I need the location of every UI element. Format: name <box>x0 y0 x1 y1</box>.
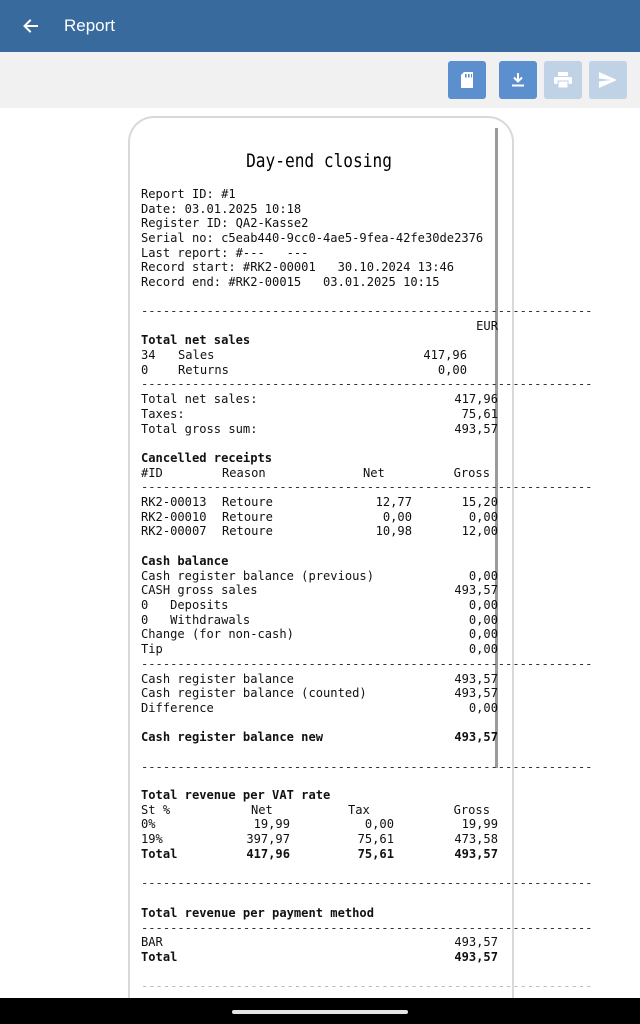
section-heading: Total revenue per payment method <box>141 906 374 920</box>
value: 417,96 <box>423 348 467 363</box>
record-start-line: Record start: #RK2-00001 30.10.2024 13:46 <box>141 260 455 275</box>
send-button[interactable] <box>589 61 627 99</box>
divider: -------------------------------------------------------------- <box>141 304 593 318</box>
download-icon <box>512 73 524 87</box>
label: Cash register balance new <box>141 730 324 745</box>
label: Sales <box>178 348 215 363</box>
net-sales-section <box>141 304 593 436</box>
net-sales-row <box>141 363 498 378</box>
value: 493,57 <box>454 421 498 436</box>
gross: 19,99 <box>461 817 498 832</box>
reason: Retoure <box>222 509 273 524</box>
label: Cash register balance (counted) <box>141 686 367 701</box>
date-line: Date: 03.01.2025 10:18 <box>141 201 302 216</box>
balance-row <box>141 569 498 584</box>
value: 493,57 <box>454 730 498 745</box>
tax: 75,61 <box>357 832 394 847</box>
section-heading: Total net sales <box>141 333 251 348</box>
section-heading: Cash balance <box>141 554 229 568</box>
report-header <box>141 187 498 290</box>
payment-method-section <box>141 906 593 994</box>
net: 397,97 <box>246 832 290 847</box>
spacer <box>141 716 498 731</box>
divider: -------------------------------------------------------------- <box>141 480 593 495</box>
divider: -------------------------------------------------------------- <box>141 656 593 671</box>
net: 10,98 <box>375 524 412 539</box>
col-gross: Gross <box>453 465 490 480</box>
spacer <box>141 745 498 760</box>
col-tax: Tax <box>348 802 370 817</box>
receipt-id: RK2-00007 <box>141 524 207 539</box>
label: 0 Deposits <box>141 598 229 613</box>
net: 0,00 <box>382 509 412 524</box>
action-toolbar <box>0 52 640 108</box>
gross: 473,58 <box>454 832 498 847</box>
total-row <box>141 392 498 407</box>
print-button[interactable] <box>544 61 582 99</box>
table-row <box>141 935 498 950</box>
rate: Total <box>141 846 178 861</box>
divider: -------------------------------------------------------------- <box>141 377 593 392</box>
gross: 15,20 <box>461 495 498 510</box>
spacer <box>141 861 498 876</box>
reason: Retoure <box>222 495 273 510</box>
column-headers <box>141 466 498 481</box>
divider: -------------------------------------------------------------- <box>141 876 593 891</box>
table-row <box>141 524 498 539</box>
label: Difference <box>141 700 214 715</box>
table-total-row <box>141 950 498 965</box>
spacer <box>141 965 498 980</box>
label: Change (for non-cash) <box>141 627 294 642</box>
last-report-line: Last report: #--- --- <box>141 245 309 260</box>
balance-total-row <box>141 672 498 687</box>
label: BAR <box>141 935 163 950</box>
register-id-line: Register ID: QA2-Kasse2 <box>141 216 309 231</box>
total-row <box>141 422 498 437</box>
net-sales-row <box>141 348 498 363</box>
col-reason: Reason <box>222 465 266 480</box>
value: 493,57 <box>454 583 498 598</box>
label: Tip <box>141 642 163 657</box>
section-heading: Cancelled receipts <box>141 451 273 465</box>
value: 0,00 <box>468 627 498 642</box>
net: 19,99 <box>253 817 290 832</box>
value: 0,00 <box>468 700 498 715</box>
receipt-id: RK2-00010 <box>141 509 207 524</box>
tax: 75,61 <box>357 846 394 861</box>
table-total-row <box>141 847 498 862</box>
print-icon <box>554 72 572 88</box>
cancelled-receipts-section <box>141 451 593 539</box>
save-to-sd-button[interactable] <box>448 61 486 99</box>
value: 493,57 <box>454 671 498 686</box>
report-title: Day-end closing <box>246 150 392 172</box>
report-id-line: Report ID: #1 <box>141 187 236 201</box>
value: 0,00 <box>468 568 498 583</box>
count: 0 <box>141 362 149 377</box>
currency-row <box>141 319 498 334</box>
value: 493,57 <box>454 686 498 701</box>
label: Cash register balance (previous) <box>141 568 374 583</box>
rate: 0% <box>141 817 156 832</box>
label: Cash register balance <box>141 671 294 686</box>
total-row <box>141 407 498 422</box>
section-heading: Total revenue per VAT rate <box>141 788 331 802</box>
label: Returns <box>178 362 229 377</box>
gross: 493,57 <box>454 846 498 861</box>
value: 493,57 <box>454 935 498 950</box>
table-row <box>141 817 498 832</box>
label: 0 Withdrawals <box>141 612 251 627</box>
receipt-id: RK2-00013 <box>141 495 207 510</box>
label: Total <box>141 950 178 965</box>
table-row <box>141 832 498 847</box>
value: 493,57 <box>454 950 498 965</box>
serial-line: Serial no: c5eab440-9cc0-4ae5-9fea-42fe30de2376 <box>141 231 484 246</box>
label: Total gross sum: <box>141 421 258 436</box>
balance-row <box>141 642 498 657</box>
divider: -------------------------------------------------------------- <box>141 920 593 935</box>
balance-total-row <box>141 686 498 701</box>
vat-section <box>141 788 593 891</box>
sd-card-icon <box>460 72 474 88</box>
value: 0,00 <box>468 598 498 613</box>
currency-label: EUR <box>476 318 498 333</box>
net: 417,96 <box>246 846 290 861</box>
balance-total-row <box>141 701 498 716</box>
balance-row <box>141 583 498 598</box>
divider: -------------------------------------------------------------- <box>141 979 593 994</box>
col-gross: Gross <box>453 802 490 817</box>
column-headers <box>141 803 498 818</box>
cash-balance-section <box>141 554 593 774</box>
download-button[interactable] <box>499 61 537 99</box>
value: 75,61 <box>461 406 498 421</box>
col-id: #ID <box>141 465 163 480</box>
rate: 19% <box>141 832 163 847</box>
arrow-left-icon <box>22 18 38 34</box>
balance-row <box>141 613 498 628</box>
reason: Retoure <box>222 524 273 539</box>
col-net: Net <box>251 802 273 817</box>
divider: -------------------------------------------------------------- <box>141 759 593 774</box>
app-bar <box>0 0 640 52</box>
count: 34 <box>141 348 156 363</box>
record-end-line: Record end: #RK2-00015 03.01.2025 10:15 <box>141 275 440 290</box>
value: 417,96 <box>454 392 498 407</box>
label: CASH gross sales <box>141 583 258 598</box>
col-rate: St % <box>141 802 171 817</box>
value: 0,00 <box>437 362 467 377</box>
new-balance-row <box>141 730 498 745</box>
net: 12,77 <box>375 495 412 510</box>
balance-row <box>141 598 498 613</box>
label: Total net sales: <box>141 392 258 407</box>
col-net: Net <box>363 465 385 480</box>
send-icon <box>599 72 617 88</box>
value: 0,00 <box>468 642 498 657</box>
gross: 0,00 <box>468 509 498 524</box>
balance-row <box>141 627 498 642</box>
table-row <box>141 510 498 525</box>
tax: 0,00 <box>364 817 394 832</box>
gross: 12,00 <box>461 524 498 539</box>
home-gesture-handle[interactable] <box>232 1010 408 1014</box>
value: 0,00 <box>468 612 498 627</box>
label: Taxes: <box>141 406 185 421</box>
table-row <box>141 495 498 510</box>
back-button[interactable] <box>16 12 44 40</box>
page-title: Report <box>64 16 116 35</box>
